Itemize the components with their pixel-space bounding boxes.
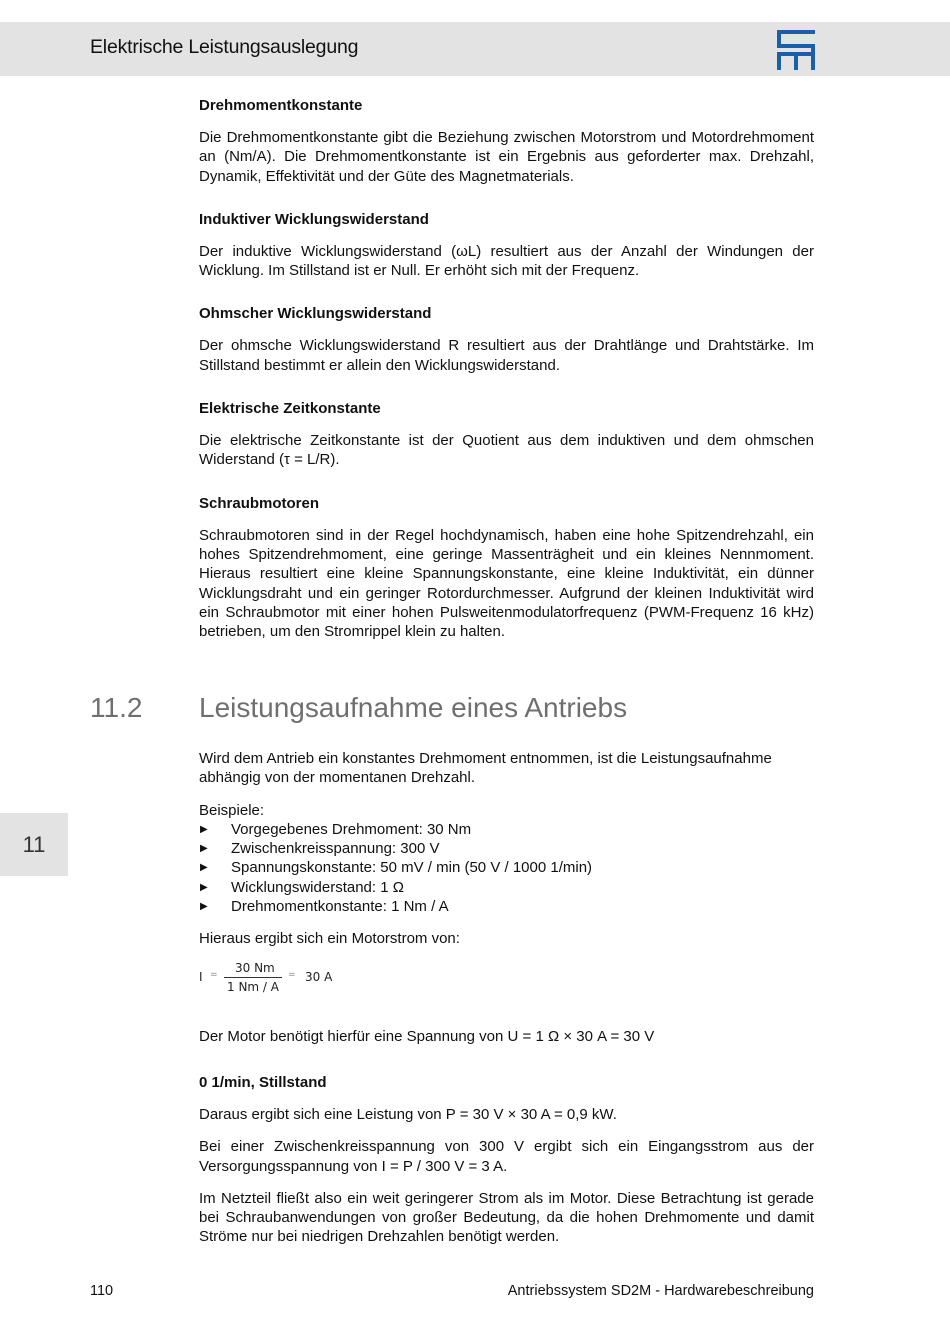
- list-item: ▶ Drehmomentkonstante: 1 Nm / A: [200, 898, 449, 916]
- voltage-text: Der Motor benötigt hierfür eine Spannung von U = 1 Ω × 30 A = 30 V: [199, 1027, 655, 1045]
- motor-current-formula: [199, 961, 359, 1009]
- chapter-body: [199, 749, 814, 1247]
- examples-label: Beispiele:: [199, 801, 265, 819]
- document-title: Antriebssystem SD2M - Hardwarebeschreibung: [507, 1283, 814, 1299]
- chapter-number: 11.2: [90, 692, 143, 723]
- page-number: 110: [90, 1283, 114, 1299]
- list-item: ▶ Zwischenkreisspannung: 300 V: [200, 840, 440, 858]
- paragraph-induktiver-wicklungswiderstand: Der induktive Wicklungswiderstand (ωL) resultiert aus der Anzahl der Windungen der Wicklung. Im Stillstand ist er Null. Er erhöht sich mit der Frequenz.: [199, 242, 814, 280]
- paragraph-elektrische-zeitkonstante: Die elektrische Zeitkonstante ist der Quotient aus dem induktiven und dem ohmschen Widerstand (τ = L/R).: [199, 432, 814, 469]
- paragraph-ohmscher-wicklungswiderstand: Der ohmsche Wicklungswiderstand R resultiert aus der Drahtlänge und Drahtstärke. Im Stillstand bestimmt er allein den Wicklungswiderstand.: [199, 337, 814, 374]
- conclusion-paragraph: Im Netzteil fließt also ein weit geringerer Strom als im Motor. Diese Betrachtung ist gerade bei Schraubanwendungen von großer Bedeutung, da die hohen Drehmomente und damit Ströme nur bei niedrigen Drehzahlen benötigt werden.: [199, 1189, 814, 1246]
- power-paragraph: Daraus ergibt sich eine Leistung von P = 30 V × 30 A = 0,9 kW.: [199, 1105, 617, 1123]
- heading-induktiver-wicklungswiderstand: Induktiver Wicklungswiderstand: [199, 210, 429, 228]
- result-intro: Hieraus ergibt sich ein Motorstrom von:: [199, 930, 460, 948]
- formula-result: 30 A: [305, 969, 333, 984]
- input-current-paragraph: Bei einer Zwischenkreisspannung von 300 V ergibt sich ein Eingangsstrom aus der Versorgungsspannung von I = P / 300 V = 3 A.: [199, 1138, 814, 1175]
- bullet-arrow-icon: ▶: [200, 862, 208, 874]
- bullet-arrow-icon: ▶: [200, 901, 208, 913]
- list-item: ▶ Vorgegebenes Drehmoment: 30 Nm: [200, 820, 472, 838]
- heading-schraubmotoren: Schraubmotoren: [199, 494, 320, 512]
- bullet-arrow-icon: ▶: [200, 823, 208, 835]
- formula-lhs: I: [199, 969, 203, 984]
- chapter-title: Leistungsaufnahme eines Antriebs: [199, 692, 628, 723]
- heading-drehmomentkonstante: Drehmomentkonstante: [199, 97, 363, 114]
- formula-equals: =: [210, 969, 218, 980]
- heading-stillstand: 0 1/min, Stillstand: [199, 1073, 327, 1091]
- list-item: ▶ Spannungskonstante: 50 mV / min (50 V / 1000 1/min): [200, 859, 593, 877]
- paragraph-drehmomentkonstante: Die Drehmomentkonstante gibt die Beziehung zwischen Motorstrom und Motordrehmoment an (Nm/A). Die Drehmomentkonstante ist ein Ergebnis aus geforderter max. Drehzahl, Dynamik, Effektivität und der Güte des Magnetmaterials.: [199, 129, 814, 185]
- chapter-intro: Wird dem Antrieb ein konstantes Drehmoment entnommen, ist die Leistungsaufnahme abhängig von der momentanen Drehzahl.: [199, 750, 772, 787]
- page-header: [0, 22, 950, 76]
- company-logo-icon: [777, 30, 815, 70]
- bullet-arrow-icon: ▶: [200, 881, 208, 893]
- list-item: ▶ Wicklungswiderstand: 1 Ω: [200, 878, 404, 896]
- formula-equals: =: [288, 969, 296, 980]
- examples-list: [199, 820, 814, 916]
- paragraph-schraubmotoren: Schraubmotoren sind in der Regel hochdynamisch, haben eine hohe Spitzendrehzahl, ein hohes Spitzendrehmoment, eine geringe Massenträgheit und ein kleines Nennmoment. Hieraus resultiert eine kleine Spannungskonstante, eine kleine Induktivität, ein dünner Wicklungsdraht und ein geringer Rotordurchmesser. Aufgrund der kleinen Induktivität wird ein Schraubmotor mit einer hohen Pulsweitenmodulatorfrequenz (PWM-Frequenz 16 kHz) betrieben, um den Stromrippel klein zu halten.: [199, 526, 814, 641]
- formula-numerator: 30 Nm: [235, 960, 275, 975]
- formula-denominator: 1 Nm / A: [227, 979, 279, 994]
- chapter-side-tab: 11: [0, 813, 68, 876]
- header-title: Elektrische Leistungsauslegung: [90, 36, 359, 58]
- bullet-arrow-icon: ▶: [200, 843, 208, 855]
- definitions-section: [199, 96, 814, 641]
- fraction-line: [224, 977, 282, 978]
- heading-ohmscher-wicklungswiderstand: Ohmscher Wicklungswiderstand: [199, 305, 432, 323]
- heading-elektrische-zeitkonstante: Elektrische Zeitkonstante: [199, 400, 381, 418]
- chapter-heading: [90, 692, 820, 728]
